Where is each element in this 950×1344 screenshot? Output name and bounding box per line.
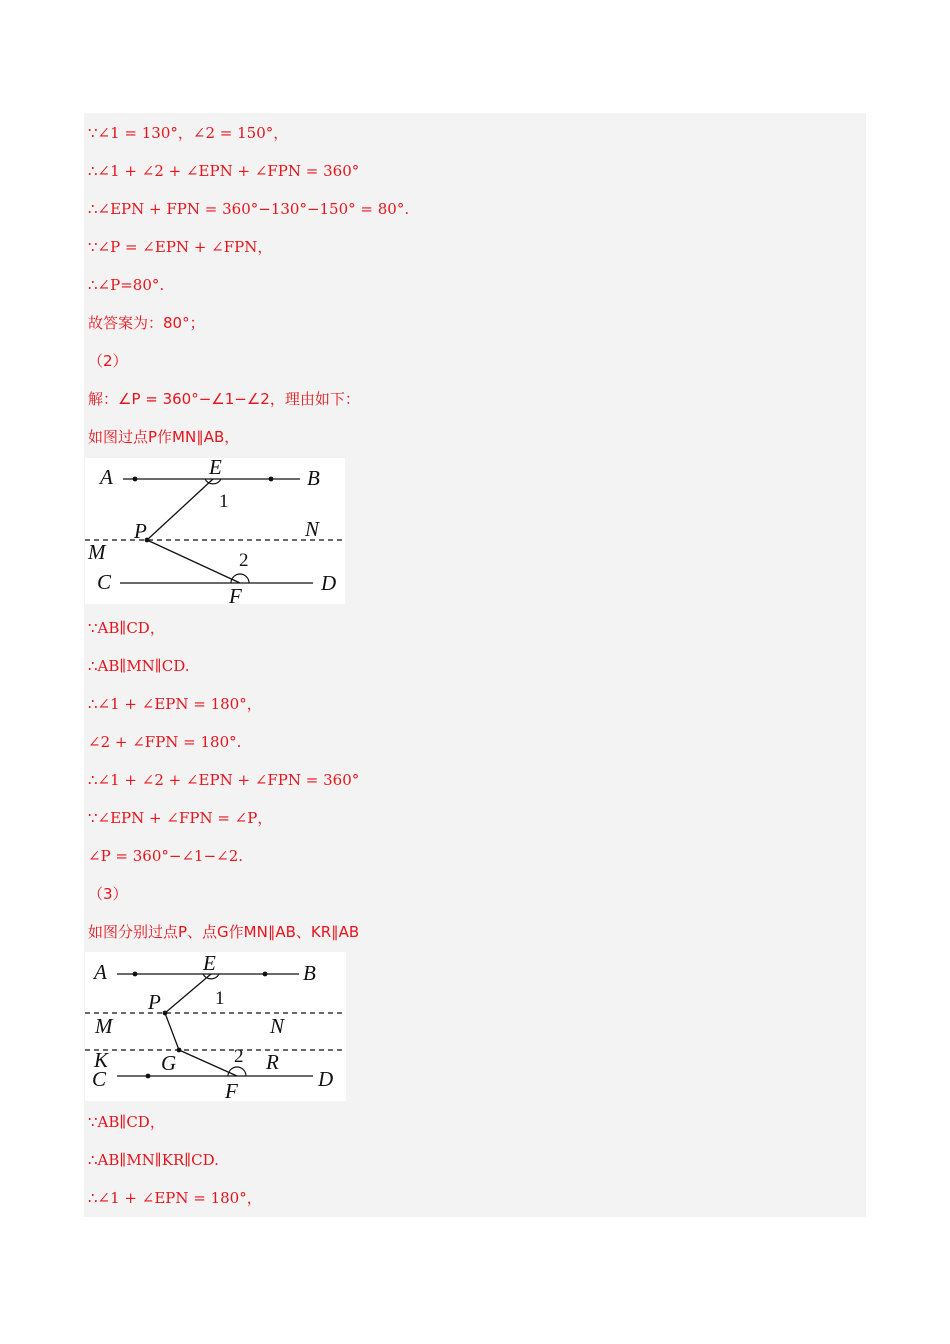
solution-line: 如图过点P作MN∥AB， [88,428,240,446]
solution-line: ∴∠1 + ∠2 + ∠EPN + ∠FPN = 360° [88,771,360,789]
solution-line: ∴∠EPN + FPN = 360°−130°−150° = 80°. [88,200,410,218]
label-a: A [100,465,113,489]
part-3-heading: （3） [88,885,128,903]
label-a: A [94,960,107,984]
label-c: C [97,570,112,594]
point-dot [263,972,268,977]
label-p: P [134,519,147,543]
label-m: M [88,540,106,564]
label-e: E [209,458,222,479]
point-g-dot [177,1048,182,1053]
label-b: B [303,961,316,985]
solution-line: ∵∠EPN + ∠FPN = ∠P， [88,809,273,827]
label-e: E [203,952,216,975]
segment-pg [165,1013,179,1050]
angle-2-arc [228,1067,246,1076]
label-2: 2 [234,1046,244,1067]
label-m: M [95,1014,113,1038]
label-n: N [270,1014,285,1038]
label-r: R [266,1050,279,1074]
segment-pf [147,540,240,583]
label-2: 2 [239,550,249,571]
geometry-figure-2 [85,952,346,1101]
label-f: F [229,584,242,604]
solution-line: 如图分别过点P、点G作MN∥AB、KR∥AB [88,923,360,941]
point-dot [269,477,274,482]
label-g: G [161,1051,177,1075]
solution-line: ∴AB∥MN∥KR∥CD. [88,1151,219,1169]
segment-ep [165,974,211,1013]
label-c: C [92,1067,107,1091]
solution-line: ∠2 + ∠FPN = 180°. [88,733,242,751]
label-k: K [94,1048,109,1072]
solution-line: ∴∠1 + ∠EPN = 180°， [88,695,262,713]
label-n: N [305,517,320,541]
solution-line: ∵∠1 = 130°，∠2 = 150°， [88,124,289,142]
answer-line: 故答案为：80°； [88,314,205,332]
point-dot [133,477,138,482]
label-d: D [321,571,337,595]
part-2-heading: （2） [88,352,128,370]
solution-line: ∴∠P=80°. [88,276,165,294]
solution-line: ∵AB∥CD， [88,619,165,637]
label-d: D [318,1067,334,1091]
label-1: 1 [215,988,225,1009]
solution-line: ∠P = 360°−∠1−∠2. [88,847,244,865]
solution-line: ∴∠1 + ∠2 + ∠EPN + ∠FPN = 360° [88,162,360,180]
label-1: 1 [219,491,229,512]
geometry-figure-1 [85,458,345,604]
point-dot [133,972,138,977]
segment-ep [147,479,213,540]
label-f: F [225,1079,238,1101]
solution-line: ∵AB∥CD， [88,1113,165,1131]
solution-line: ∴∠1 + ∠EPN = 180°， [88,1189,262,1207]
solution-line: 解：∠P = 360°−∠1−∠2，理由如下： [88,390,360,408]
label-p: P [148,990,161,1014]
point-dot [146,1074,151,1079]
solution-line: ∵∠P = ∠EPN + ∠FPN， [88,238,273,256]
label-b: B [307,466,320,490]
solution-line: ∴AB∥MN∥CD. [88,657,190,675]
angle-2-arc [231,574,249,583]
point-p-dot [163,1011,168,1016]
